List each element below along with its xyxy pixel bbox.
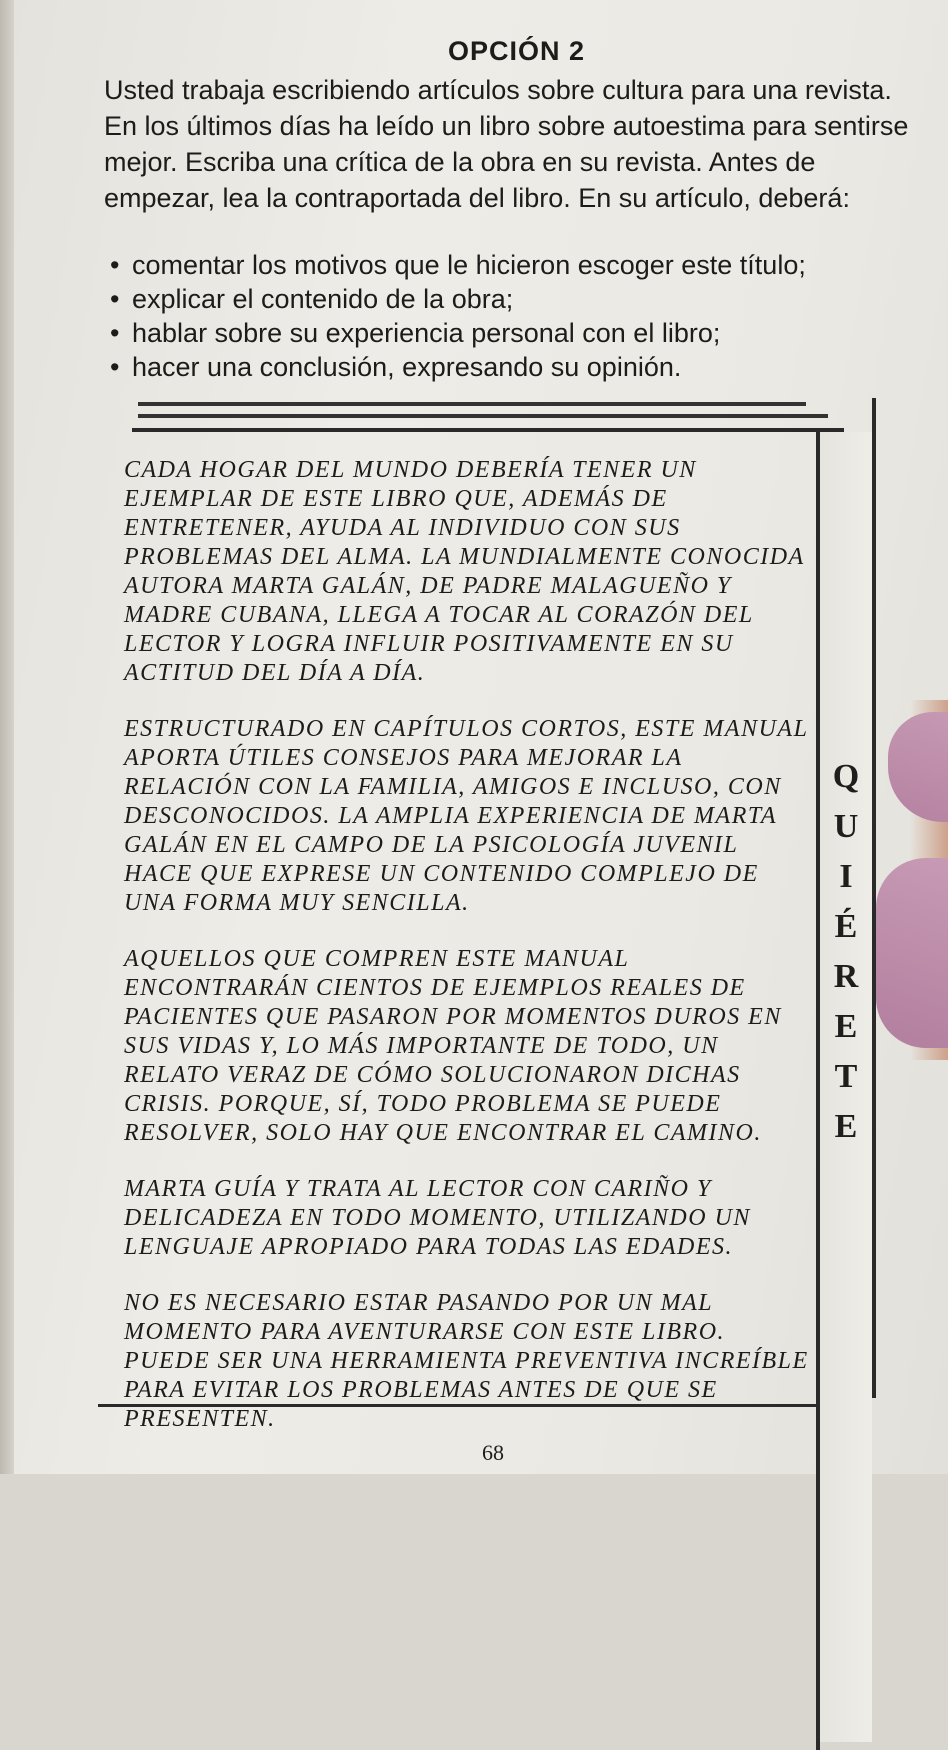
- book-top-edge: [132, 428, 844, 432]
- option-heading: OPCIÓN 2: [448, 36, 586, 66]
- bullet-item: • comentar los motivos que le hicieron escoger este título;: [110, 250, 806, 280]
- back-cover-paragraph: ESTRUCTURADO EN CAPÍTULOS CORTOS, ESTE MANUAL APORTA ÚTILES CONSEJOS PARA MEJORAR LA RELACIÓN CON LA FAMILIA, AMIGOS E INCLUSO, CON DESCONOCIDOS. LA AMPLIA EXPERIENCIA DE MARTA GALÁN EN EL CAMPO DE LA PSICOLOGÍA JUVENIL HACE QUE EXPRESE UN CONTENIDO COMPLEJO DE UNA FORMA MUY SENCILLA.: [124, 716, 808, 916]
- spine-letter: E: [834, 1008, 858, 1045]
- spine-letter: R: [833, 958, 859, 995]
- task-instructions: [104, 72, 940, 216]
- spine-letter: U: [833, 808, 859, 845]
- instruction-line: En los últimos días ha leído un libro sobre autoestima para sentirse: [104, 111, 909, 141]
- bullet-item: • explicar el contenido de la obra;: [110, 284, 514, 314]
- book-back-cover-text: [124, 456, 814, 1461]
- page-edge: [0, 0, 14, 1474]
- bullet-item: • hablar sobre su experiencia personal con el libro;: [110, 318, 721, 348]
- book-spine-title: [826, 752, 866, 1152]
- instruction-line: mejor. Escriba una crítica de la obra en su revista. Antes de: [104, 147, 816, 177]
- back-cover-paragraph: AQUELLOS QUE COMPREN ESTE MANUAL ENCONTRARÁN CIENTOS DE EJEMPLOS REALES DE PACIENTES QUE PASARON POR MOMENTOS DUROS EN SUS VIDAS Y, LO MÁS IMPORTANTE DE TODO, UN RELATO VERAZ DE CÓMO SOLUCIONARON DICHAS CRISIS. PORQUE, SÍ, TODO PROBLEMA SE PUEDE RESOLVER, SOLO HAY QUE ENCONTRAR EL CAMINO.: [124, 946, 782, 1146]
- bullet-icon: •: [110, 352, 120, 382]
- instruction-line: empezar, lea la contraportada del libro. En su artículo, deberá:: [104, 183, 850, 213]
- back-cover-paragraph: MARTA GUÍA Y TRATA AL LECTOR CON CARIÑO Y DELICADEZA EN TODO MOMENTO, UTILIZANDO UN LENGUAJE APROPIADO PARA TODAS LAS EDADES.: [124, 1176, 751, 1260]
- spine-letter: E: [834, 1108, 858, 1145]
- bullet-item: • hacer una conclusión, expresando su opinión.: [110, 352, 682, 382]
- bullet-icon: •: [110, 250, 120, 280]
- spine-letter: T: [834, 1058, 858, 1095]
- spine-letter: É: [834, 908, 858, 945]
- book-page-edge-line: [138, 402, 806, 406]
- spine-letter: I: [839, 858, 853, 895]
- bullet-icon: •: [110, 318, 120, 348]
- back-cover-paragraph: CADA HOGAR DEL MUNDO DEBERÍA TENER UN EJEMPLAR DE ESTE LIBRO QUE, ADEMÁS DE ENTRETENER, AYUDA AL INDIVIDUO CON SUS PROBLEMAS DEL ALMA. LA MUNDIALMENTE CONOCIDA AUTORA MARTA GALÁN, DE PADRE MALAGUEÑO Y MADRE CUBANA, LLEGA A TOCAR AL CORAZÓN DEL LECTOR Y LOGRA INFLUIR POSITIVAMENTE EN SU ACTITUD DEL DÍA A DÍA.: [124, 457, 805, 686]
- instruction-line: Usted trabaja escribiendo artículos sobre cultura para una revista.: [104, 75, 892, 105]
- spine-letter: Q: [832, 758, 860, 795]
- back-cover-paragraph: NO ES NECESARIO ESTAR PASANDO POR UN MAL MOMENTO PARA AVENTURARSE CON ESTE LIBRO. PUEDE SER UNA HERRAMIENTA PREVENTIVA INCREÍBLE PARA EVITAR LOS PROBLEMAS ANTES DE QUE SE PRESENTEN.: [124, 1290, 809, 1432]
- page-number: 68: [482, 1440, 504, 1465]
- book-front-right-edge: [816, 432, 820, 1750]
- fingernail-bottom: [876, 858, 948, 1048]
- book-spine-right-edge: [872, 398, 876, 1398]
- book-page-edge-line: [138, 414, 828, 418]
- bullet-icon: •: [110, 284, 120, 314]
- task-bullet-list: [110, 248, 930, 384]
